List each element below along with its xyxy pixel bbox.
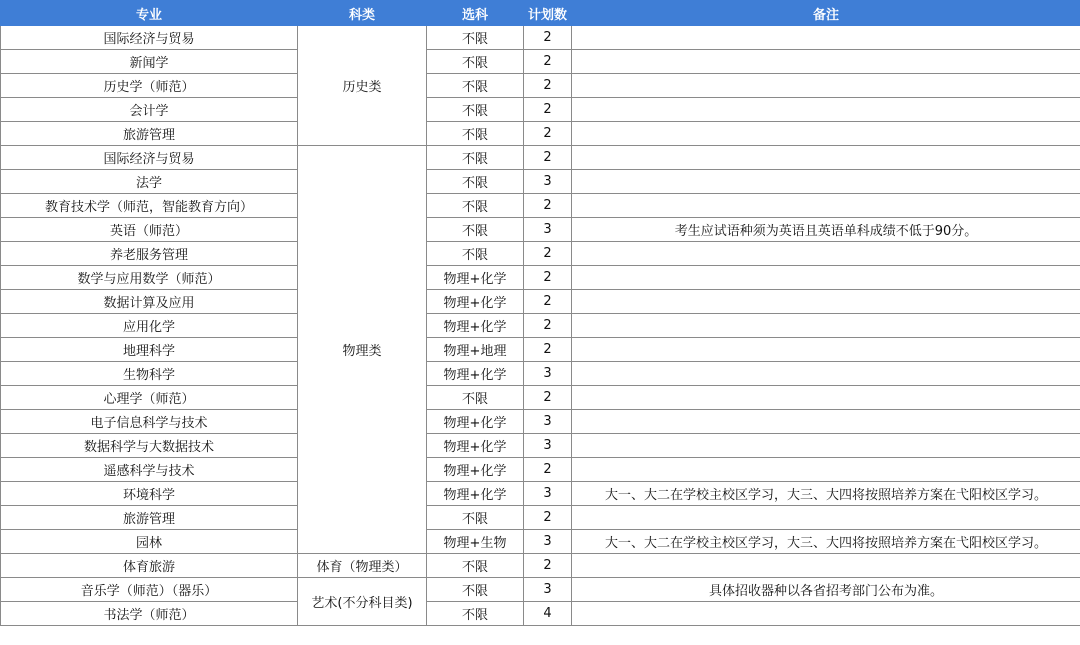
plan-cell: 2 <box>524 146 572 170</box>
subject-cell: 物理+生物 <box>427 530 524 554</box>
major-cell: 养老服务管理 <box>1 242 298 266</box>
note-cell: 具体招收器种以各省招考部门公布为准。 <box>572 578 1080 602</box>
subject-cell: 物理+化学 <box>427 362 524 386</box>
note-cell <box>572 122 1080 146</box>
subject-cell: 物理+化学 <box>427 266 524 290</box>
plan-cell: 2 <box>524 338 572 362</box>
major-cell: 数据计算及应用 <box>1 290 298 314</box>
subject-cell: 物理+化学 <box>427 458 524 482</box>
major-cell: 电子信息科学与技术 <box>1 410 298 434</box>
note-cell <box>572 146 1080 170</box>
note-cell <box>572 410 1080 434</box>
plan-cell: 3 <box>524 362 572 386</box>
table-row <box>1 194 1080 218</box>
header-note: 备注 <box>572 1 1080 26</box>
note-cell <box>572 266 1080 290</box>
header-subject: 选科 <box>427 1 524 26</box>
note-cell: 考生应试语种须为英语且英语单科成绩不低于90分。 <box>572 218 1080 242</box>
subject-cell: 不限 <box>427 578 524 602</box>
plan-cell: 2 <box>524 554 572 578</box>
table-row <box>1 98 1080 122</box>
category-cell: 体育（物理类） <box>298 554 427 578</box>
plan-cell: 2 <box>524 290 572 314</box>
subject-cell: 不限 <box>427 74 524 98</box>
subject-cell: 不限 <box>427 554 524 578</box>
major-cell: 法学 <box>1 170 298 194</box>
note-cell <box>572 314 1080 338</box>
subject-cell: 不限 <box>427 122 524 146</box>
note-cell <box>572 290 1080 314</box>
plan-cell: 2 <box>524 314 572 338</box>
note-cell <box>572 338 1080 362</box>
note-cell <box>572 194 1080 218</box>
header-plan: 计划数 <box>524 1 572 26</box>
subject-cell: 不限 <box>427 602 524 626</box>
subject-cell: 物理+化学 <box>427 290 524 314</box>
plan-cell: 3 <box>524 578 572 602</box>
major-cell: 新闻学 <box>1 50 298 74</box>
subject-cell: 不限 <box>427 506 524 530</box>
major-cell: 会计学 <box>1 98 298 122</box>
subject-cell: 物理+化学 <box>427 410 524 434</box>
table-row <box>1 362 1080 386</box>
major-cell: 心理学（师范） <box>1 386 298 410</box>
category-cell: 历史类 <box>298 26 427 146</box>
note-cell: 大一、大二在学校主校区学习，大三、大四将按照培养方案在弋阳校区学习。 <box>572 530 1080 554</box>
note-cell <box>572 26 1080 50</box>
table-row <box>1 170 1080 194</box>
table-row <box>1 146 1080 170</box>
subject-cell: 物理+化学 <box>427 314 524 338</box>
major-cell: 音乐学（师范）（器乐） <box>1 578 298 602</box>
table-row <box>1 74 1080 98</box>
note-cell <box>572 170 1080 194</box>
subject-cell: 不限 <box>427 50 524 74</box>
major-cell: 旅游管理 <box>1 122 298 146</box>
plan-cell: 2 <box>524 26 572 50</box>
major-cell: 园林 <box>1 530 298 554</box>
table-row <box>1 218 1080 242</box>
subject-cell: 物理+化学 <box>427 482 524 506</box>
note-cell <box>572 434 1080 458</box>
note-cell <box>572 458 1080 482</box>
note-cell <box>572 386 1080 410</box>
plan-cell: 4 <box>524 602 572 626</box>
table-row <box>1 386 1080 410</box>
major-cell: 旅游管理 <box>1 506 298 530</box>
major-cell: 数据科学与大数据技术 <box>1 434 298 458</box>
note-cell <box>572 506 1080 530</box>
major-cell: 国际经济与贸易 <box>1 146 298 170</box>
table-row <box>1 578 1080 602</box>
plan-cell: 3 <box>524 218 572 242</box>
plan-cell: 3 <box>524 410 572 434</box>
note-cell <box>572 74 1080 98</box>
table-row <box>1 266 1080 290</box>
subject-cell: 不限 <box>427 98 524 122</box>
category-cell: 艺术(不分科目类) <box>298 578 427 626</box>
header-major: 专业 <box>1 1 298 26</box>
note-cell <box>572 242 1080 266</box>
plan-cell: 2 <box>524 50 572 74</box>
table-row <box>1 602 1080 626</box>
major-cell: 遥感科学与技术 <box>1 458 298 482</box>
major-cell: 地理科学 <box>1 338 298 362</box>
table-row <box>1 554 1080 578</box>
major-cell: 历史学（师范） <box>1 74 298 98</box>
table-row <box>1 122 1080 146</box>
header-category: 科类 <box>298 1 427 26</box>
major-cell: 教育技术学（师范，智能教育方向） <box>1 194 298 218</box>
major-cell: 国际经济与贸易 <box>1 26 298 50</box>
major-cell: 体育旅游 <box>1 554 298 578</box>
subject-cell: 物理+化学 <box>427 434 524 458</box>
category-cell: 物理类 <box>298 146 427 554</box>
table-row <box>1 26 1080 50</box>
note-cell <box>572 50 1080 74</box>
note-cell <box>572 362 1080 386</box>
plan-cell: 2 <box>524 98 572 122</box>
note-cell: 大一、大二在学校主校区学习，大三、大四将按照培养方案在弋阳校区学习。 <box>572 482 1080 506</box>
table-row <box>1 242 1080 266</box>
table-row <box>1 290 1080 314</box>
plan-cell: 2 <box>524 266 572 290</box>
table-row <box>1 50 1080 74</box>
plan-cell: 3 <box>524 482 572 506</box>
note-cell <box>572 554 1080 578</box>
subject-cell: 不限 <box>427 146 524 170</box>
plan-cell: 2 <box>524 458 572 482</box>
table-row <box>1 410 1080 434</box>
major-cell: 英语（师范） <box>1 218 298 242</box>
table-row <box>1 482 1080 506</box>
table-row <box>1 338 1080 362</box>
major-cell: 数学与应用数学（师范） <box>1 266 298 290</box>
table-row <box>1 458 1080 482</box>
table-row <box>1 530 1080 554</box>
header-row <box>1 1 1080 26</box>
subject-cell: 不限 <box>427 242 524 266</box>
plan-cell: 2 <box>524 122 572 146</box>
subject-cell: 不限 <box>427 386 524 410</box>
major-cell: 生物科学 <box>1 362 298 386</box>
table-row <box>1 314 1080 338</box>
plan-cell: 2 <box>524 242 572 266</box>
note-cell <box>572 602 1080 626</box>
table-row <box>1 506 1080 530</box>
plan-cell: 3 <box>524 170 572 194</box>
plan-cell: 3 <box>524 434 572 458</box>
subject-cell: 不限 <box>427 26 524 50</box>
table-row <box>1 434 1080 458</box>
subject-cell: 物理+地理 <box>427 338 524 362</box>
plan-cell: 2 <box>524 194 572 218</box>
major-cell: 书法学（师范） <box>1 602 298 626</box>
subject-cell: 不限 <box>427 218 524 242</box>
plan-cell: 3 <box>524 530 572 554</box>
subject-cell: 不限 <box>427 194 524 218</box>
plan-cell: 2 <box>524 74 572 98</box>
note-cell <box>572 98 1080 122</box>
plan-cell: 2 <box>524 506 572 530</box>
subject-cell: 不限 <box>427 170 524 194</box>
major-cell: 环境科学 <box>1 482 298 506</box>
plan-cell: 2 <box>524 386 572 410</box>
major-cell: 应用化学 <box>1 314 298 338</box>
